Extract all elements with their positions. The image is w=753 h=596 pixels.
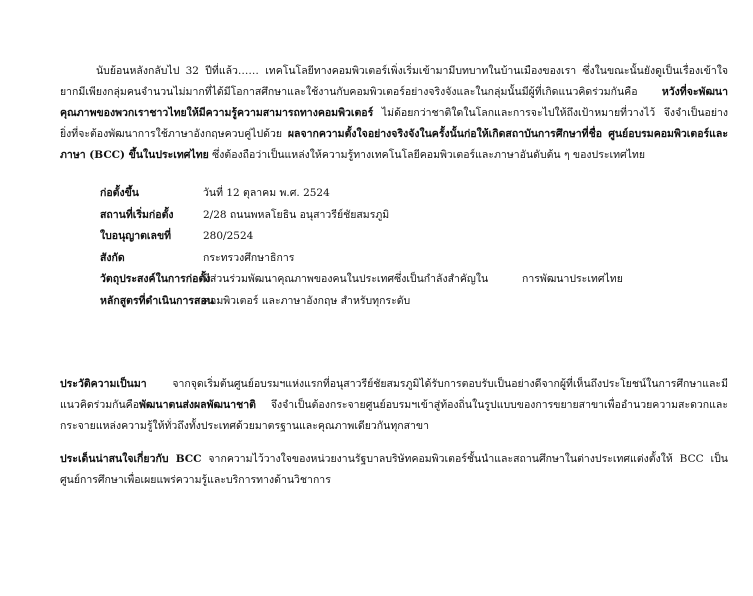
issues-heading: ประเด็นน่าสนใจเกี่ยวกับ BCC bbox=[60, 453, 202, 465]
info-row-founded bbox=[100, 183, 740, 205]
intro-text-1: นับย้อนหลังกลับไป 32 ปีที่แล้ว…… เทคโนโลยีทางคอมพิวเตอร์เพิ่งเริ่มเข้ามามีบทบาทในบ้านเมืองของเรา ซึ่งในขณะนั้นยังดูเป็นเรื่องเข้าใจยากมีเพียงกลุ่มคนจำนวนไม่มากที่ได้มีโอกาสศึกษาและใช้งานกับคอมพิวเตอร์อย่างจริงจังและในกลุ่มนั้นมีผู้ที่เกิดแนวคิดร่วมกันคือ bbox=[60, 65, 728, 98]
objective-label: วัตถุประสงค์ในการก่อตั้ง bbox=[100, 273, 211, 285]
affiliation-value: กระทรวงศึกษาธิการ bbox=[203, 251, 295, 264]
history-text-1: จากจุดเริ่มต้นศูนย์อบรมฯแห่งแรกที่อนุสาวรีย์ชัยสมรภูมิได้รับการตอบรับเป็นอย่างดีจากผู้ที่เห็นถึงประโยชน์ในการศึกษาและมีแนวคิดร่วมกันคือ bbox=[60, 378, 728, 411]
location-value: 2/28 ถนนพหลโยธิน อนุสาวรีย์ชัยสมรภูมิ bbox=[203, 208, 390, 221]
location-label: สถานที่เริ่มก่อตั้ง bbox=[100, 208, 174, 221]
founded-value: วันที่ 12 ตุลาคม พ.ศ. 2524 bbox=[203, 187, 330, 199]
info-row-affiliation bbox=[100, 248, 740, 270]
courses-label: หลักสูตรที่ดำเนินการสอน bbox=[100, 294, 214, 307]
info-row-location bbox=[100, 205, 740, 227]
license-label: ใบอนุญาตเลขที่ bbox=[100, 230, 172, 242]
issues-paragraph bbox=[60, 449, 728, 491]
intro-bold-goal: หวังที่จะพัฒนาคุณภาพของพวกเราชาวไทยให้มีความรู้ความสามารถทางคอมพิวเตอร์ bbox=[60, 86, 728, 119]
issues-text-1: จากความไว้วางใจของหน่วยงานรัฐบาลบริษัทคอมพิวเตอร์ชั้นนำและสถานศึกษาในต่างประเทศแต่งตั้งให้ BCC เป็นศูนย์การศึกษาเพื่อเผยแพร่ความรู้และบริการทางด้านวิชาการ bbox=[60, 453, 728, 486]
objective-value: มีส่วนร่วมพัฒนาคุณภาพของคนในประเทศซึ่งเป็นกำลังสำคัญใน bbox=[203, 273, 489, 285]
history-text-2: จึงจำเป็นต้องกระจายศูนย์อบรมฯเข้าสู่ท้องถิ่นในรูปแบบของการขยายสาขาเพื่ออำนวยความสะดวกและกระจายแหล่งความรู้ให้ทั่วถึงทั้งประเทศด้วยมาตรฐานและคุณภาพเดียวกันทุกสาขา bbox=[60, 399, 728, 432]
affiliation-label: สังกัด bbox=[100, 251, 125, 264]
intro-paragraph bbox=[60, 61, 728, 166]
history-bold-motto: พัฒนาตนส่งผลพัฒนาชาติ bbox=[139, 399, 256, 411]
info-row-license bbox=[100, 226, 740, 248]
founded-label: ก่อตั้งขึ้น bbox=[100, 187, 139, 199]
institution-info-list bbox=[100, 183, 740, 312]
info-row-courses bbox=[100, 291, 740, 313]
intro-text-2: ไม่ด้อยกว่าชาติใดในโลกและการจะไปให้ถึงเป้าหมายที่วางไว้ จึงจำเป็นอย่างยิ่งที่จะต้องพัฒนาการใช้ภาษาอังกฤษควบคู่ไปด้วย bbox=[60, 107, 728, 140]
info-row-objective bbox=[100, 269, 740, 291]
courses-value: คอมพิวเตอร์ และภาษาอังกฤษ สำหรับทุกระดับ bbox=[203, 294, 411, 307]
license-value: 280/2524 bbox=[203, 230, 254, 242]
history-heading: ประวัติความเป็นมา bbox=[60, 378, 147, 390]
history-paragraph bbox=[60, 374, 728, 437]
objective-extra: การพัฒนาประเทศไทย bbox=[522, 273, 623, 285]
intro-text-3: ซึ่งต้องถือว่าเป็นแหล่งให้ความรู้ทางเทคโนโลยีคอมพิวเตอร์และภาษาอันดับต้น ๆ ของประเทศไทย bbox=[208, 149, 646, 161]
intro-bold-founding: ผลจากความตั้งใจอย่างจริงจังในครั้งนั้นก่อให้เกิดสถาบันการศึกษาที่ชื่อ ศูนย์อบรมคอมพิวเตอร์และภาษา (BCC) ขึ้นในประเทศไทย bbox=[60, 128, 728, 161]
